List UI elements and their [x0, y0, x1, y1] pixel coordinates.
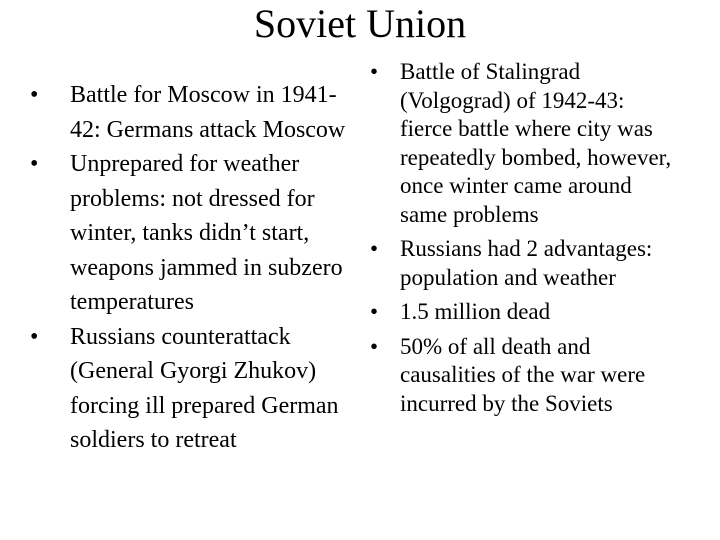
bullet-marker: •: [370, 333, 379, 359]
bullet-marker: •: [370, 299, 379, 324]
list-item: [370, 333, 682, 419]
bullet-marker: •: [30, 82, 39, 108]
bullet-text: Battle of Stalingrad (Volgograd) of 1942-43: fierce battle where city was repeatedly bombed, however, once winter came around same problems: [400, 59, 672, 227]
bullet-text: 1.5 million dead: [400, 299, 551, 324]
list-item: [30, 320, 348, 458]
bullet-text: Russians had 2 advantages: population and weather: [400, 236, 653, 290]
bullet-marker: •: [370, 59, 379, 84]
bullet-text: Russians counterattack (General Gyorgi Zhukov) forcing ill prepared German soldiers to retreat: [70, 323, 339, 453]
left-bullet-list: [30, 78, 348, 458]
slide-title: Soviet Union: [253, 1, 467, 46]
list-item: [370, 235, 682, 292]
list-item: [370, 298, 682, 327]
right-bullet-list: [370, 58, 682, 418]
bullet-marker: •: [370, 236, 379, 261]
bullet-text: Battle for Moscow in 1941-42: Germans attack Moscow: [70, 82, 346, 143]
list-item: [30, 78, 348, 147]
list-item: [370, 58, 682, 229]
list-item: [30, 147, 348, 320]
bullet-marker: •: [30, 323, 39, 350]
bullet-marker: •: [30, 151, 39, 177]
bullet-text: 50% of all death and causalities of the war were incurred by the Soviets: [400, 333, 646, 416]
bullet-text: Unprepared for weather problems: not dressed for winter, tanks didn’t start, weapons jammed in subzero temperatures: [70, 151, 343, 315]
